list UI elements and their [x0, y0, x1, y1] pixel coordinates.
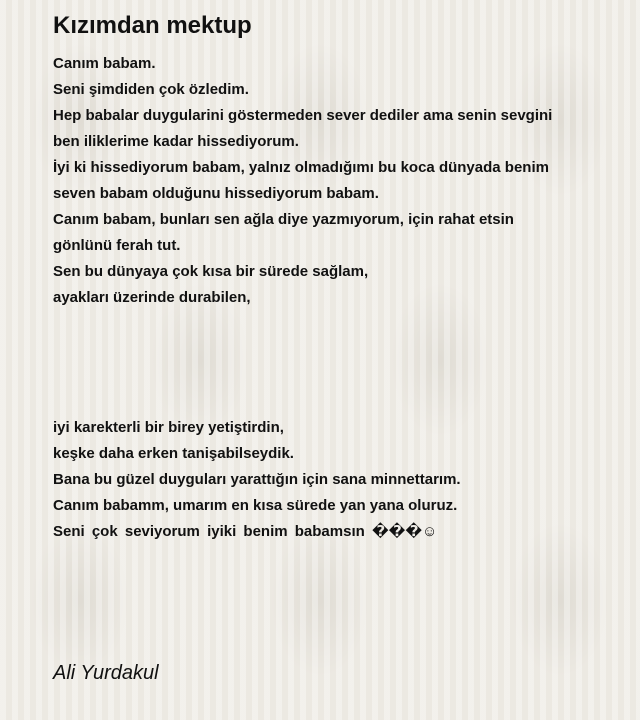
- stanza-gap: [53, 311, 613, 415]
- poem-line: seven babam olduğunu hissediyorum babam.: [53, 185, 379, 202]
- poem-line: İyi ki hissediyorum babam, yalnız olmadığımı bu koca dünyada benim: [53, 159, 549, 176]
- poem-line: gönlünü ferah tut.: [53, 237, 181, 254]
- poem-line: Canım babam.: [53, 55, 156, 72]
- poem-line: Seni şimdiden çok özledim.: [53, 81, 249, 98]
- poem-line: Canım babamm, umarım en kısa sürede yan yana oluruz.: [53, 497, 458, 514]
- poem-line: keşke daha erken tanişabilseydik.: [53, 445, 294, 462]
- poem-line: Seni çok seviyorum iyiki benim babamsın ���☺: [53, 523, 438, 540]
- poem-line: Canım babam, bunları sen ağla diye yazmıyorum, için rahat etsin: [53, 211, 514, 228]
- poem-line: iyi karekterli bir birey yetiştirdin,: [53, 419, 284, 436]
- poem-body: [53, 51, 613, 545]
- stanza-2: [53, 415, 613, 545]
- poem-line: Hep babalar duygularini göstermeden sever dediler ama senin sevgini: [53, 107, 553, 124]
- stanza-1: [53, 51, 613, 311]
- poem-line: Sen bu dünyaya çok kısa bir sürede sağlam,: [53, 263, 369, 280]
- poem-line: ayakları üzerinde durabilen,: [53, 289, 251, 306]
- poem-title: Kızımdan mektup: [53, 12, 252, 39]
- poem-author: Ali Yurdakul: [53, 662, 159, 684]
- poem-line: Bana bu güzel duyguları yarattığın için sana minnettarım.: [53, 471, 461, 488]
- poem-line: ben iliklerime kadar hissediyorum.: [53, 133, 299, 150]
